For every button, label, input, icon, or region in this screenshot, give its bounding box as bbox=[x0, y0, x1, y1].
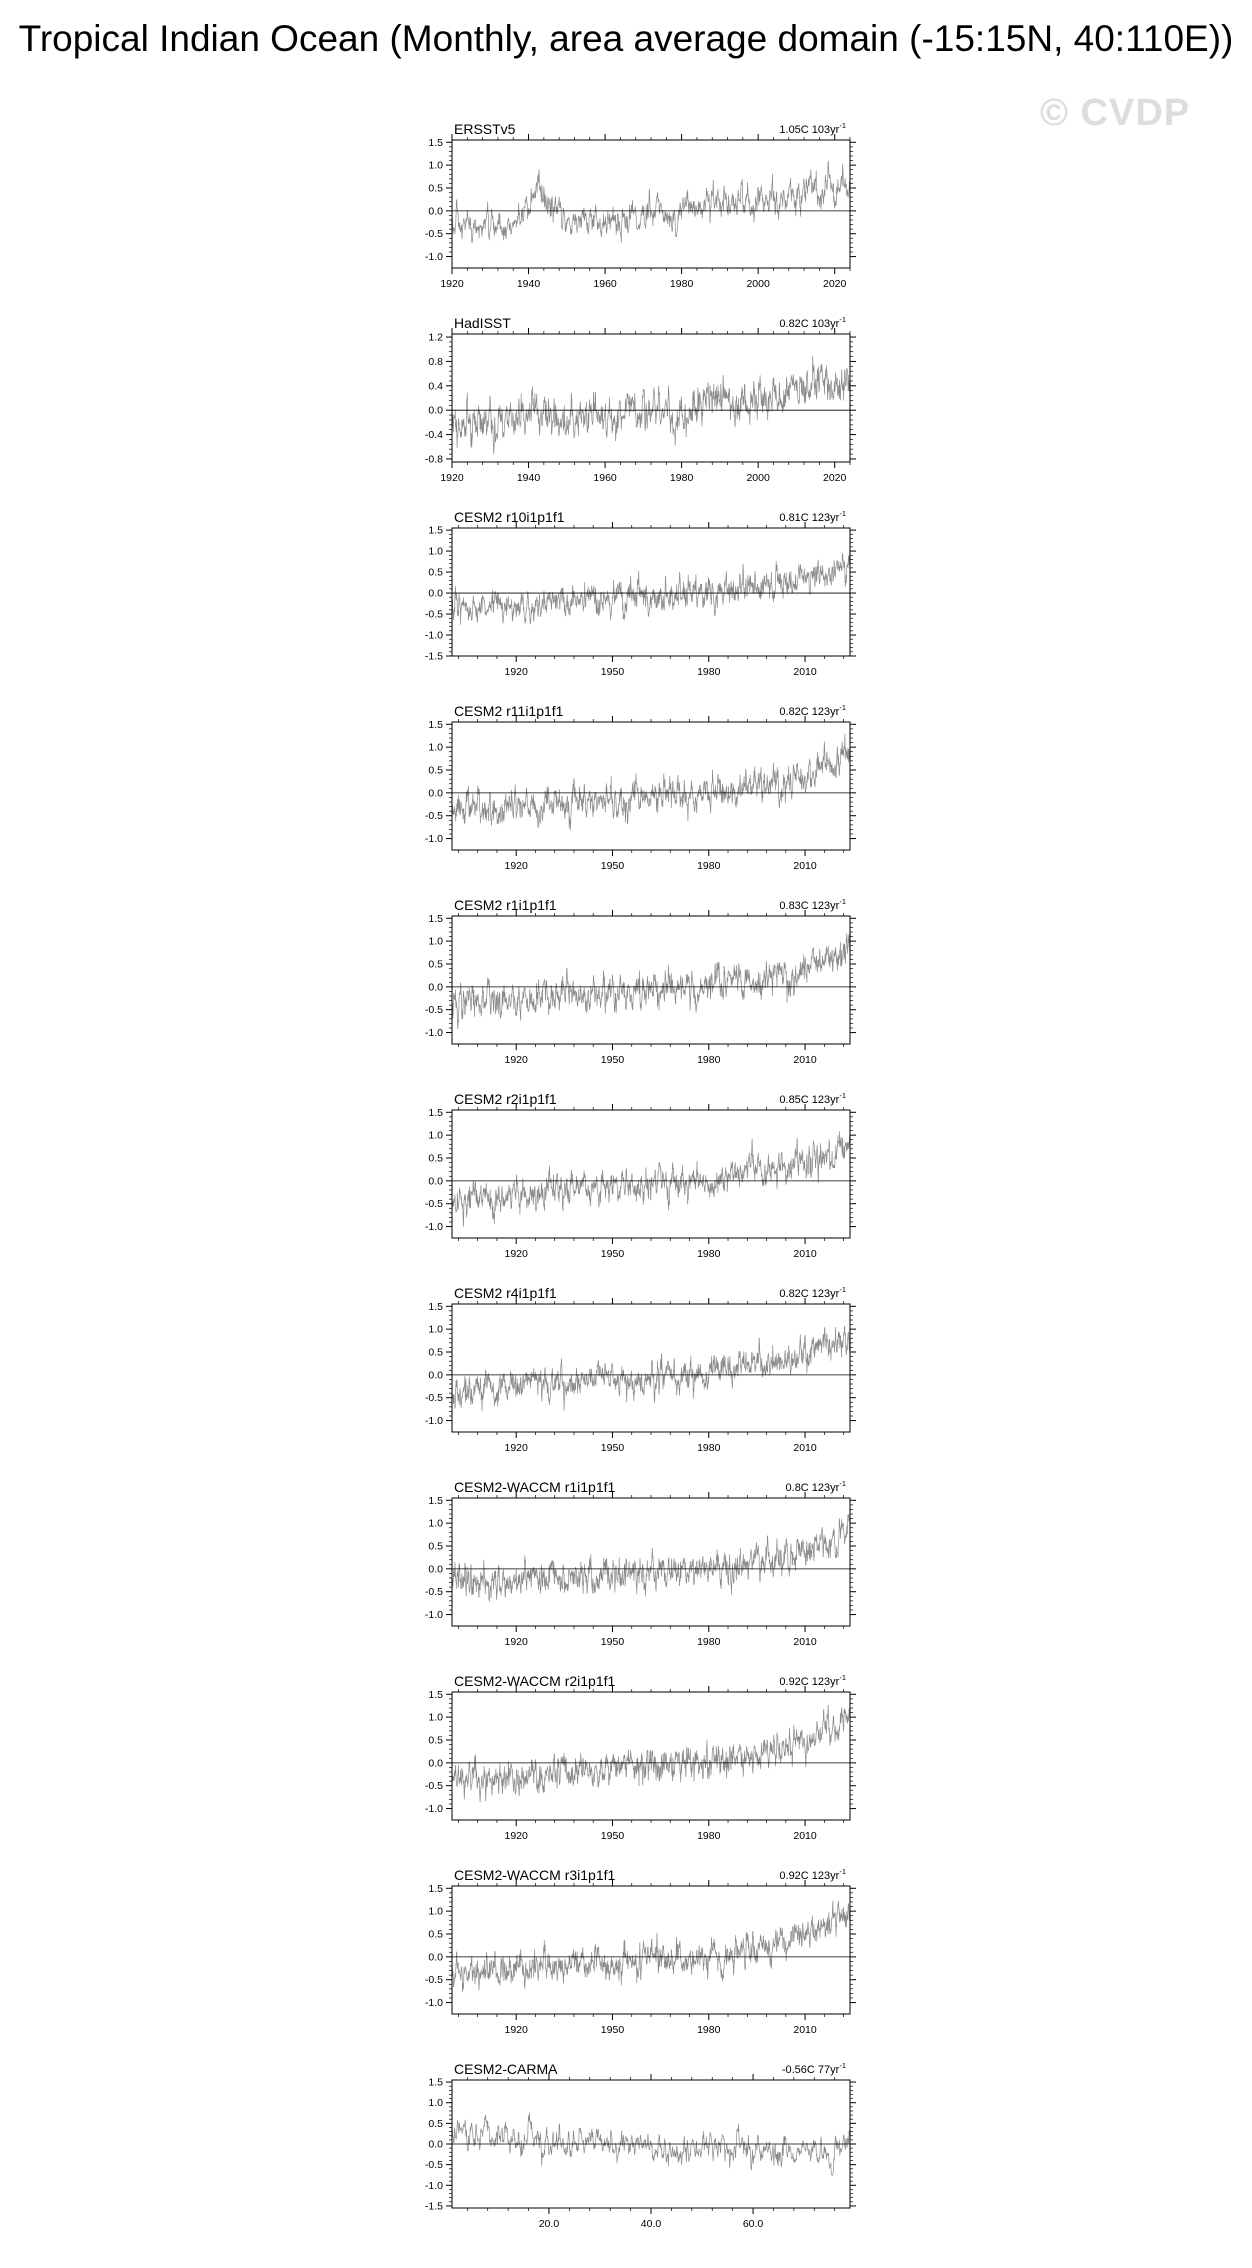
y-tick-label: -0.5 bbox=[424, 228, 443, 241]
x-tick-label: 2010 bbox=[793, 1830, 817, 1842]
x-tick-label: 2010 bbox=[793, 1248, 817, 1260]
trend-value: 0.81C 123yr bbox=[779, 512, 840, 524]
y-tick-label: 0.8 bbox=[428, 355, 443, 368]
x-tick-label: 1960 bbox=[593, 472, 617, 484]
x-tick-label: 2000 bbox=[746, 472, 770, 484]
y-tick-label: 1.0 bbox=[428, 1905, 443, 1918]
y-tick-label: 0.4 bbox=[428, 380, 443, 393]
trend-label bbox=[782, 2061, 846, 2076]
y-tick-label: 0.0 bbox=[428, 587, 443, 600]
chart-panel bbox=[425, 509, 856, 678]
trend-unit-exponent: -1 bbox=[839, 1479, 846, 1488]
page-title: Tropical Indian Ocean (Monthly, area average domain (-15:15N, 40:110E)) bbox=[18, 18, 1234, 59]
chart-panel bbox=[425, 1285, 856, 1454]
trend-label bbox=[779, 315, 846, 330]
y-tick-label: -0.5 bbox=[424, 2159, 443, 2172]
y-tick-label: -1.0 bbox=[424, 1997, 443, 2010]
y-tick-label: 1.0 bbox=[428, 741, 443, 754]
y-tick-label: -0.5 bbox=[424, 1780, 443, 1793]
x-tick-label: 1920 bbox=[440, 278, 464, 290]
y-tick-label: -1.0 bbox=[424, 1221, 443, 1234]
x-tick-label: 1940 bbox=[516, 278, 541, 290]
y-tick-label: 0.0 bbox=[428, 787, 443, 800]
y-tick-label: -1.0 bbox=[424, 1609, 443, 1622]
panel-label: CESM2-WACCM r1i1p1f1 bbox=[454, 1479, 616, 1495]
trend-label bbox=[779, 703, 846, 718]
y-tick-label: -0.5 bbox=[424, 1392, 443, 1405]
y-tick-label: 0.0 bbox=[428, 981, 443, 994]
x-tick-label: 1920 bbox=[504, 1830, 528, 1842]
trend-label bbox=[779, 1867, 846, 1882]
x-tick-label: 1950 bbox=[600, 2024, 625, 2036]
x-tick-label: 1920 bbox=[504, 1636, 528, 1648]
series-line bbox=[452, 356, 850, 454]
y-tick-label: -0.5 bbox=[424, 810, 443, 823]
y-tick-label: -1.0 bbox=[424, 2179, 443, 2192]
trend-label bbox=[779, 897, 846, 912]
y-tick-label: 0.5 bbox=[428, 1540, 443, 1553]
x-tick-label: 2010 bbox=[793, 1636, 817, 1648]
x-tick-label: 2010 bbox=[793, 1054, 817, 1066]
x-tick-label: 1980 bbox=[697, 1636, 721, 1648]
y-tick-label: 1.0 bbox=[428, 1711, 443, 1724]
y-tick-label: 0.0 bbox=[428, 205, 443, 218]
x-tick-label: 60.0 bbox=[742, 2218, 764, 2230]
series-line bbox=[452, 734, 850, 830]
panel-label: HadISST bbox=[454, 315, 511, 331]
chart-panel bbox=[425, 897, 856, 1066]
y-tick-label: 0.0 bbox=[428, 1951, 443, 1964]
trend-label bbox=[779, 121, 846, 136]
x-tick-label: 1980 bbox=[697, 666, 721, 678]
x-tick-label: 2020 bbox=[823, 472, 847, 484]
x-tick-label: 1920 bbox=[504, 2024, 528, 2036]
series-line bbox=[452, 1325, 850, 1412]
chart-panel bbox=[425, 1673, 856, 1842]
plot-frame bbox=[452, 722, 850, 850]
trend-label bbox=[779, 509, 846, 524]
y-tick-label: 0.5 bbox=[428, 1928, 443, 1941]
y-tick-label: -0.5 bbox=[424, 1586, 443, 1599]
panel-label: ERSSTv5 bbox=[454, 121, 516, 137]
x-tick-label: 20.0 bbox=[538, 2218, 560, 2230]
plot-frame bbox=[452, 334, 850, 462]
x-tick-label: 2010 bbox=[793, 2024, 817, 2036]
x-tick-label: 1950 bbox=[600, 1054, 625, 1066]
plot-frame bbox=[452, 1692, 850, 1820]
trend-label bbox=[779, 1285, 846, 1300]
y-tick-label: -1.0 bbox=[424, 629, 443, 642]
y-tick-label: 0.5 bbox=[428, 2117, 443, 2130]
series-line bbox=[452, 1127, 850, 1227]
trend-unit-exponent: -1 bbox=[839, 1867, 846, 1876]
series-line bbox=[452, 1705, 850, 1803]
chart-panel bbox=[425, 1867, 856, 2036]
x-tick-label: 1950 bbox=[600, 1442, 625, 1454]
y-tick-label: -0.5 bbox=[424, 608, 443, 621]
x-tick-label: 1950 bbox=[600, 666, 625, 678]
x-tick-label: 1920 bbox=[504, 860, 528, 872]
x-tick-label: 1960 bbox=[593, 278, 617, 290]
trend-value: 0.85C 123yr bbox=[779, 1094, 840, 1106]
x-tick-label: 1920 bbox=[504, 1054, 528, 1066]
x-tick-label: 2010 bbox=[793, 666, 817, 678]
y-tick-label: 1.5 bbox=[428, 912, 443, 925]
y-tick-label: 1.5 bbox=[428, 1882, 443, 1895]
chart-panel bbox=[425, 121, 856, 290]
y-tick-label: 1.0 bbox=[428, 159, 443, 172]
trend-unit-exponent: -1 bbox=[839, 315, 846, 324]
trend-value: -0.56C 77yr bbox=[781, 2064, 840, 2076]
x-tick-label: 2000 bbox=[746, 278, 770, 290]
panel-label: CESM2 r11i1p1f1 bbox=[454, 703, 564, 719]
x-tick-label: 1940 bbox=[516, 472, 541, 484]
trend-value: 1.05C 103yr bbox=[779, 124, 840, 136]
y-tick-label: 1.5 bbox=[428, 136, 443, 149]
y-tick-label: 0.0 bbox=[428, 2138, 443, 2151]
y-tick-label: -0.4 bbox=[424, 429, 443, 442]
y-tick-label: -1.0 bbox=[424, 251, 443, 264]
x-tick-label: 2010 bbox=[793, 860, 817, 872]
x-tick-label: 1920 bbox=[440, 472, 464, 484]
trend-value: 0.8C 123yr bbox=[785, 1482, 840, 1494]
trend-value: 0.83C 123yr bbox=[779, 900, 840, 912]
panel-label: CESM2 r2i1p1f1 bbox=[454, 1091, 557, 1107]
x-tick-label: 1950 bbox=[600, 1636, 625, 1648]
y-tick-label: 1.5 bbox=[428, 524, 443, 537]
trend-label bbox=[786, 1479, 846, 1494]
y-tick-label: 0.5 bbox=[428, 1152, 443, 1165]
chart-panel bbox=[425, 1479, 856, 1648]
series-line bbox=[452, 161, 850, 243]
y-tick-label: 0.5 bbox=[428, 182, 443, 195]
y-tick-label: 1.2 bbox=[428, 331, 443, 344]
y-tick-label: 1.5 bbox=[428, 1300, 443, 1313]
y-tick-label: -0.5 bbox=[424, 1004, 443, 1017]
y-tick-label: -1.5 bbox=[424, 650, 443, 663]
trend-unit-exponent: -1 bbox=[839, 1285, 846, 1294]
y-tick-label: 1.5 bbox=[428, 1106, 443, 1119]
y-tick-label: 0.0 bbox=[428, 404, 443, 417]
y-tick-label: 0.0 bbox=[428, 1563, 443, 1576]
trend-value: 0.82C 123yr bbox=[779, 706, 840, 718]
y-tick-label: 1.5 bbox=[428, 1494, 443, 1507]
x-tick-label: 1980 bbox=[697, 1054, 721, 1066]
y-tick-label: 0.5 bbox=[428, 1734, 443, 1747]
y-tick-label: 0.5 bbox=[428, 566, 443, 579]
y-tick-label: 1.0 bbox=[428, 1323, 443, 1336]
y-tick-label: 1.5 bbox=[428, 718, 443, 731]
y-tick-label: 0.0 bbox=[428, 1757, 443, 1770]
y-tick-label: -1.0 bbox=[424, 1803, 443, 1816]
trend-value: 0.82C 103yr bbox=[779, 318, 840, 330]
series-line bbox=[452, 544, 850, 625]
panel-label: CESM2 r1i1p1f1 bbox=[454, 897, 557, 913]
x-tick-label: 1980 bbox=[669, 278, 694, 290]
plot-frame bbox=[452, 528, 850, 656]
x-tick-label: 2020 bbox=[823, 278, 847, 290]
series-line bbox=[452, 933, 850, 1029]
y-tick-label: 1.5 bbox=[428, 2076, 443, 2089]
panel-label: CESM2 r4i1p1f1 bbox=[454, 1285, 557, 1301]
x-tick-label: 1950 bbox=[600, 1830, 625, 1842]
x-tick-label: 1980 bbox=[697, 1830, 721, 1842]
chart-panel bbox=[425, 1091, 856, 1260]
trend-unit-exponent: -1 bbox=[839, 897, 846, 906]
y-tick-label: 0.0 bbox=[428, 1369, 443, 1382]
chart-panel bbox=[425, 315, 856, 484]
x-tick-label: 1980 bbox=[697, 1248, 721, 1260]
x-tick-label: 1980 bbox=[697, 1442, 721, 1454]
trend-value: 0.92C 123yr bbox=[779, 1870, 840, 1882]
y-tick-label: 0.5 bbox=[428, 958, 443, 971]
plot-frame bbox=[452, 916, 850, 1044]
trend-label bbox=[779, 1673, 846, 1688]
x-tick-label: 2010 bbox=[793, 1442, 817, 1454]
y-tick-label: -1.0 bbox=[424, 1027, 443, 1040]
panel-label: CESM2-WACCM r2i1p1f1 bbox=[454, 1673, 616, 1689]
x-tick-label: 1980 bbox=[697, 860, 721, 872]
trend-value: 0.92C 123yr bbox=[779, 1676, 840, 1688]
y-tick-label: -0.5 bbox=[424, 1974, 443, 1987]
trend-unit-exponent: -1 bbox=[839, 1673, 846, 1682]
y-tick-label: 1.0 bbox=[428, 1129, 443, 1142]
cvdp-watermark: © CVDP bbox=[1040, 92, 1191, 134]
y-tick-label: 0.5 bbox=[428, 1346, 443, 1359]
series-line bbox=[452, 1901, 850, 1992]
x-tick-label: 1950 bbox=[600, 1248, 625, 1260]
x-tick-label: 1920 bbox=[504, 1248, 528, 1260]
y-tick-label: 1.5 bbox=[428, 1688, 443, 1701]
y-tick-label: -1.0 bbox=[424, 1415, 443, 1428]
y-tick-label: -0.5 bbox=[424, 1198, 443, 1211]
panel-label: CESM2-CARMA bbox=[454, 2061, 558, 2077]
series-line bbox=[452, 1514, 850, 1602]
panel-label: CESM2 r10i1p1f1 bbox=[454, 509, 565, 525]
y-tick-label: -1.0 bbox=[424, 833, 443, 846]
y-tick-label: 1.0 bbox=[428, 1517, 443, 1530]
x-tick-label: 1980 bbox=[697, 2024, 721, 2036]
y-tick-label: -1.5 bbox=[424, 2200, 443, 2213]
x-tick-label: 40.0 bbox=[640, 2218, 662, 2230]
x-tick-label: 1920 bbox=[504, 666, 528, 678]
panel-label: CESM2-WACCM r3i1p1f1 bbox=[454, 1867, 616, 1883]
x-tick-label: 1980 bbox=[669, 472, 694, 484]
trend-unit-exponent: -1 bbox=[839, 2061, 846, 2070]
chart-panel bbox=[425, 2061, 856, 2230]
chart-panel bbox=[425, 703, 856, 872]
trend-unit-exponent: -1 bbox=[839, 1091, 846, 1100]
plot-frame bbox=[452, 140, 850, 268]
y-tick-label: 1.0 bbox=[428, 2097, 443, 2110]
trend-value: 0.82C 123yr bbox=[779, 1288, 840, 1300]
y-tick-label: 0.5 bbox=[428, 764, 443, 777]
x-tick-label: 1920 bbox=[504, 1442, 528, 1454]
trend-label bbox=[779, 1091, 846, 1106]
trend-unit-exponent: -1 bbox=[839, 703, 846, 712]
y-tick-label: 1.0 bbox=[428, 935, 443, 948]
x-tick-label: 1950 bbox=[600, 860, 625, 872]
y-tick-label: 1.0 bbox=[428, 545, 443, 558]
trend-unit-exponent: -1 bbox=[839, 509, 846, 518]
trend-unit-exponent: -1 bbox=[839, 121, 846, 130]
y-tick-label: 0.0 bbox=[428, 1175, 443, 1188]
y-tick-label: -0.8 bbox=[424, 453, 443, 466]
